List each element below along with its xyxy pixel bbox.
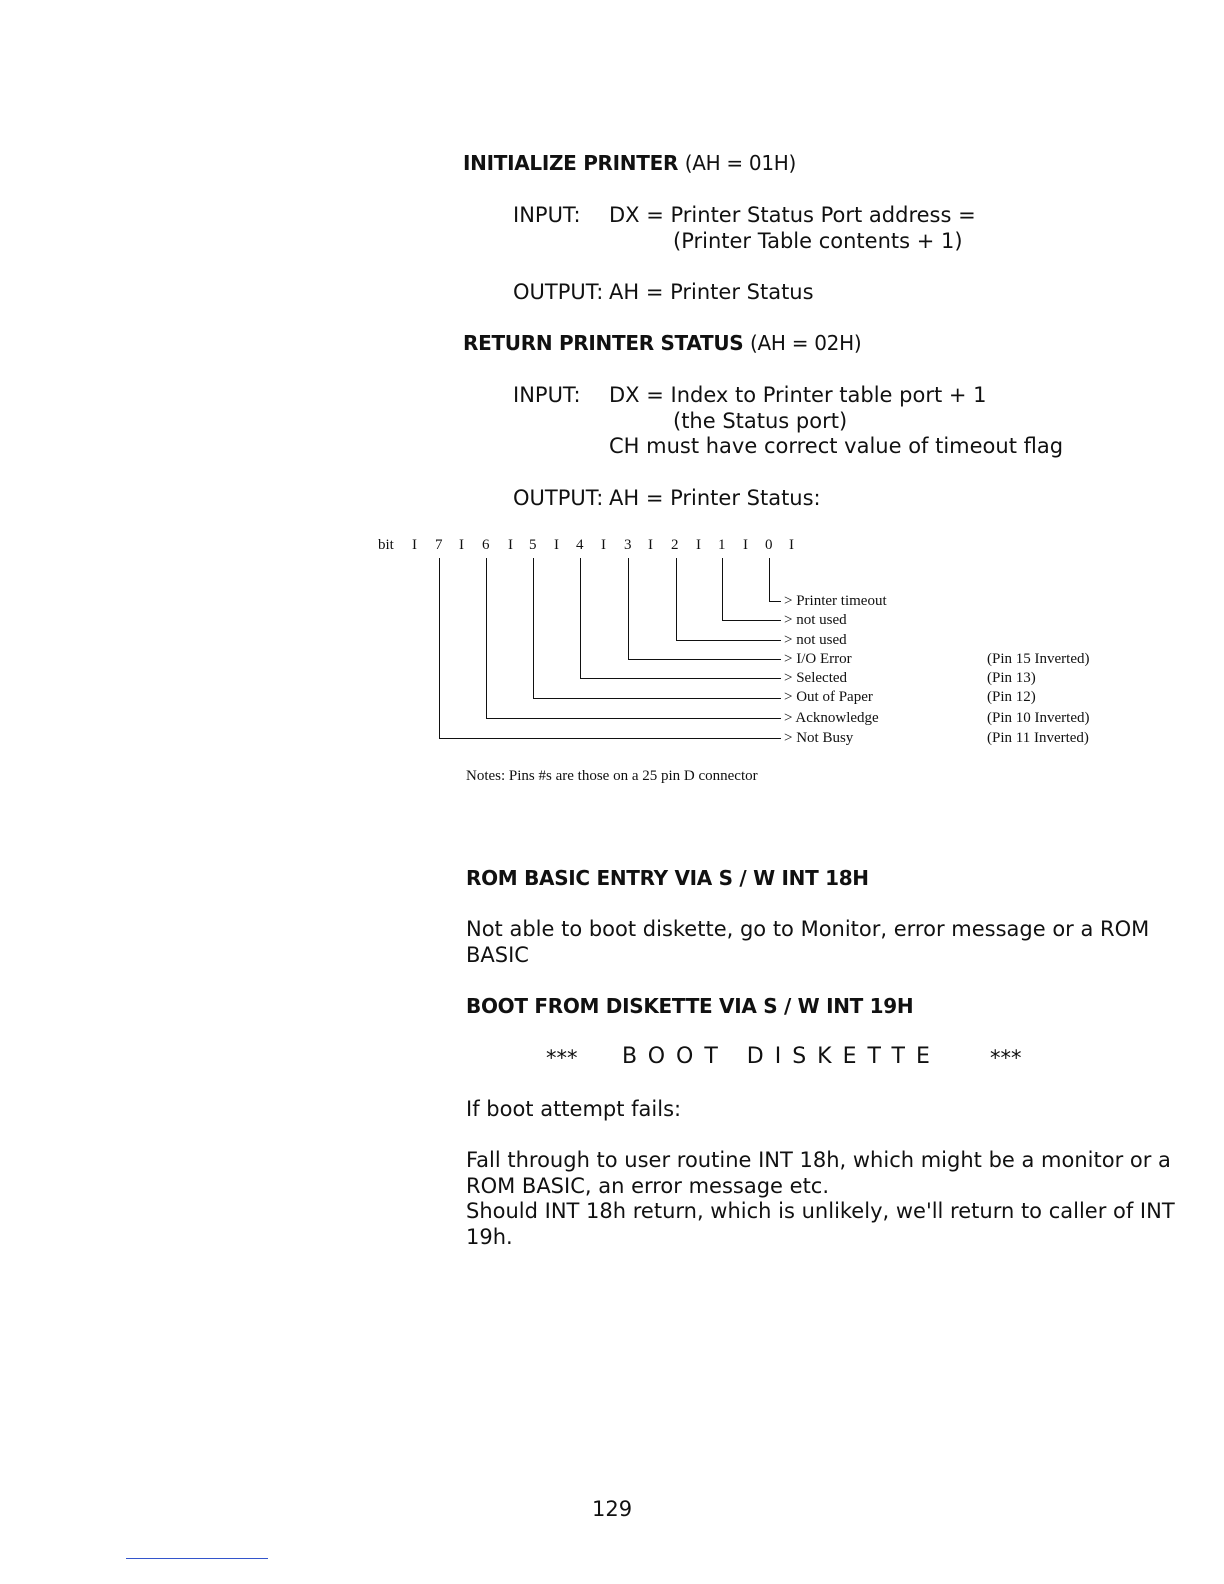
- return-input-line3: CH must have correct value of timeout flag: [609, 434, 1064, 458]
- boot-diskette-heading: BOOT FROM DISKETTE VIA S / W INT 19H: [466, 994, 914, 1018]
- connector-bit7-h: [439, 738, 781, 739]
- connector-bit4-h: [580, 678, 781, 679]
- return-status-heading: [463, 331, 861, 355]
- boot-diskette-banner: BOOT DISKETTE: [622, 1044, 941, 1069]
- connector-bit2-v: [676, 558, 677, 641]
- connector-bit6-v: [486, 558, 487, 719]
- rom-basic-text-line1: Not able to boot diskette, go to Monitor, error message or a ROM: [466, 917, 1150, 941]
- int18-return-line2: 19h.: [466, 1225, 513, 1249]
- bit-sep: I: [648, 537, 653, 553]
- bit-sep: I: [601, 537, 606, 553]
- connector-bit0-h: [769, 601, 781, 602]
- rom-basic-text-line2: BASIC: [466, 943, 529, 967]
- connector-bit7-v: [439, 558, 440, 739]
- return-input-line1: DX = Index to Printer table port + 1: [609, 383, 987, 407]
- bit-1: 1: [718, 537, 726, 553]
- diagram-note: Notes: Pins #s are those on a 25 pin D connector: [466, 768, 758, 784]
- bit-header-label: bit: [378, 537, 394, 553]
- banner-stars-left: ***: [546, 1046, 578, 1070]
- bit-0: 0: [765, 537, 773, 553]
- init-printer-heading: [463, 151, 796, 175]
- pin-selected: (Pin 13): [987, 670, 1036, 686]
- pin-acknowledge: (Pin 10 Inverted): [987, 710, 1090, 726]
- int18-return-line1: Should INT 18h return, which is unlikely, we'll return to caller of INT: [466, 1199, 1175, 1223]
- page-number: 129: [592, 1497, 633, 1521]
- init-input-line2: (Printer Table contents + 1): [673, 229, 963, 253]
- bit-3: 3: [624, 537, 632, 553]
- label-printer-timeout: > Printer timeout: [784, 593, 887, 609]
- rom-basic-heading: ROM BASIC ENTRY VIA S / W INT 18H: [466, 866, 869, 890]
- label-not-used-2: > not used: [784, 632, 847, 648]
- return-input-label: INPUT:: [513, 383, 581, 407]
- label-not-used-1: > not used: [784, 612, 847, 628]
- connector-bit6-h: [486, 718, 781, 719]
- bit-6: 6: [482, 537, 490, 553]
- connector-bit5-v: [533, 558, 534, 699]
- banner-stars-right: ***: [990, 1046, 1022, 1070]
- bit-sep: I: [554, 537, 559, 553]
- return-output-line: AH = Printer Status:: [609, 486, 821, 510]
- fallthrough-line1: Fall through to user routine INT 18h, which might be a monitor or a: [466, 1148, 1171, 1172]
- bit-sep: I: [743, 537, 748, 553]
- init-printer-ah: (AH = 01H): [684, 151, 797, 175]
- label-acknowledge: > Acknowledge: [784, 710, 879, 726]
- pin-io-error: (Pin 15 Inverted): [987, 651, 1090, 667]
- pin-out-of-paper: (Pin 12): [987, 689, 1036, 705]
- return-output-label: OUTPUT:: [513, 486, 604, 510]
- bit-sep: I: [459, 537, 464, 553]
- bit-4: 4: [576, 537, 584, 553]
- label-io-error: > I/O Error: [784, 651, 852, 667]
- bit-7: 7: [435, 537, 443, 553]
- init-output-line: AH = Printer Status: [609, 280, 814, 304]
- if-boot-fails: If boot attempt fails:: [466, 1097, 682, 1121]
- footer-rule: [126, 1558, 268, 1559]
- connector-bit0-v: [769, 558, 770, 602]
- connector-bit4-v: [580, 558, 581, 679]
- init-input-line1: DX = Printer Status Port address =: [609, 203, 976, 227]
- connector-bit3-v: [628, 558, 629, 660]
- init-input-label: INPUT:: [513, 203, 581, 227]
- bit-sep: I: [789, 537, 794, 553]
- bit-sep: I: [696, 537, 701, 553]
- return-input-line2: (the Status port): [673, 409, 848, 433]
- init-printer-title: INITIALIZE PRINTER: [463, 151, 679, 175]
- connector-bit3-h: [628, 659, 781, 660]
- connector-bit2-h: [676, 640, 781, 641]
- connector-bit1-v: [722, 558, 723, 621]
- return-status-ah: (AH = 02H): [750, 331, 862, 355]
- bit-sep: I: [508, 537, 513, 553]
- connector-bit1-h: [722, 620, 781, 621]
- bit-sep: I: [412, 537, 417, 553]
- pin-not-busy: (Pin 11 Inverted): [987, 730, 1089, 746]
- bit-5: 5: [529, 537, 537, 553]
- label-not-busy: > Not Busy: [784, 730, 854, 746]
- init-output-label: OUTPUT:: [513, 280, 604, 304]
- return-status-title: RETURN PRINTER STATUS: [463, 331, 744, 355]
- connector-bit5-h: [533, 698, 781, 699]
- bit-2: 2: [671, 537, 679, 553]
- label-out-of-paper: > Out of Paper: [784, 689, 873, 705]
- fallthrough-line2: ROM BASIC, an error message etc.: [466, 1174, 830, 1198]
- label-selected: > Selected: [784, 670, 848, 686]
